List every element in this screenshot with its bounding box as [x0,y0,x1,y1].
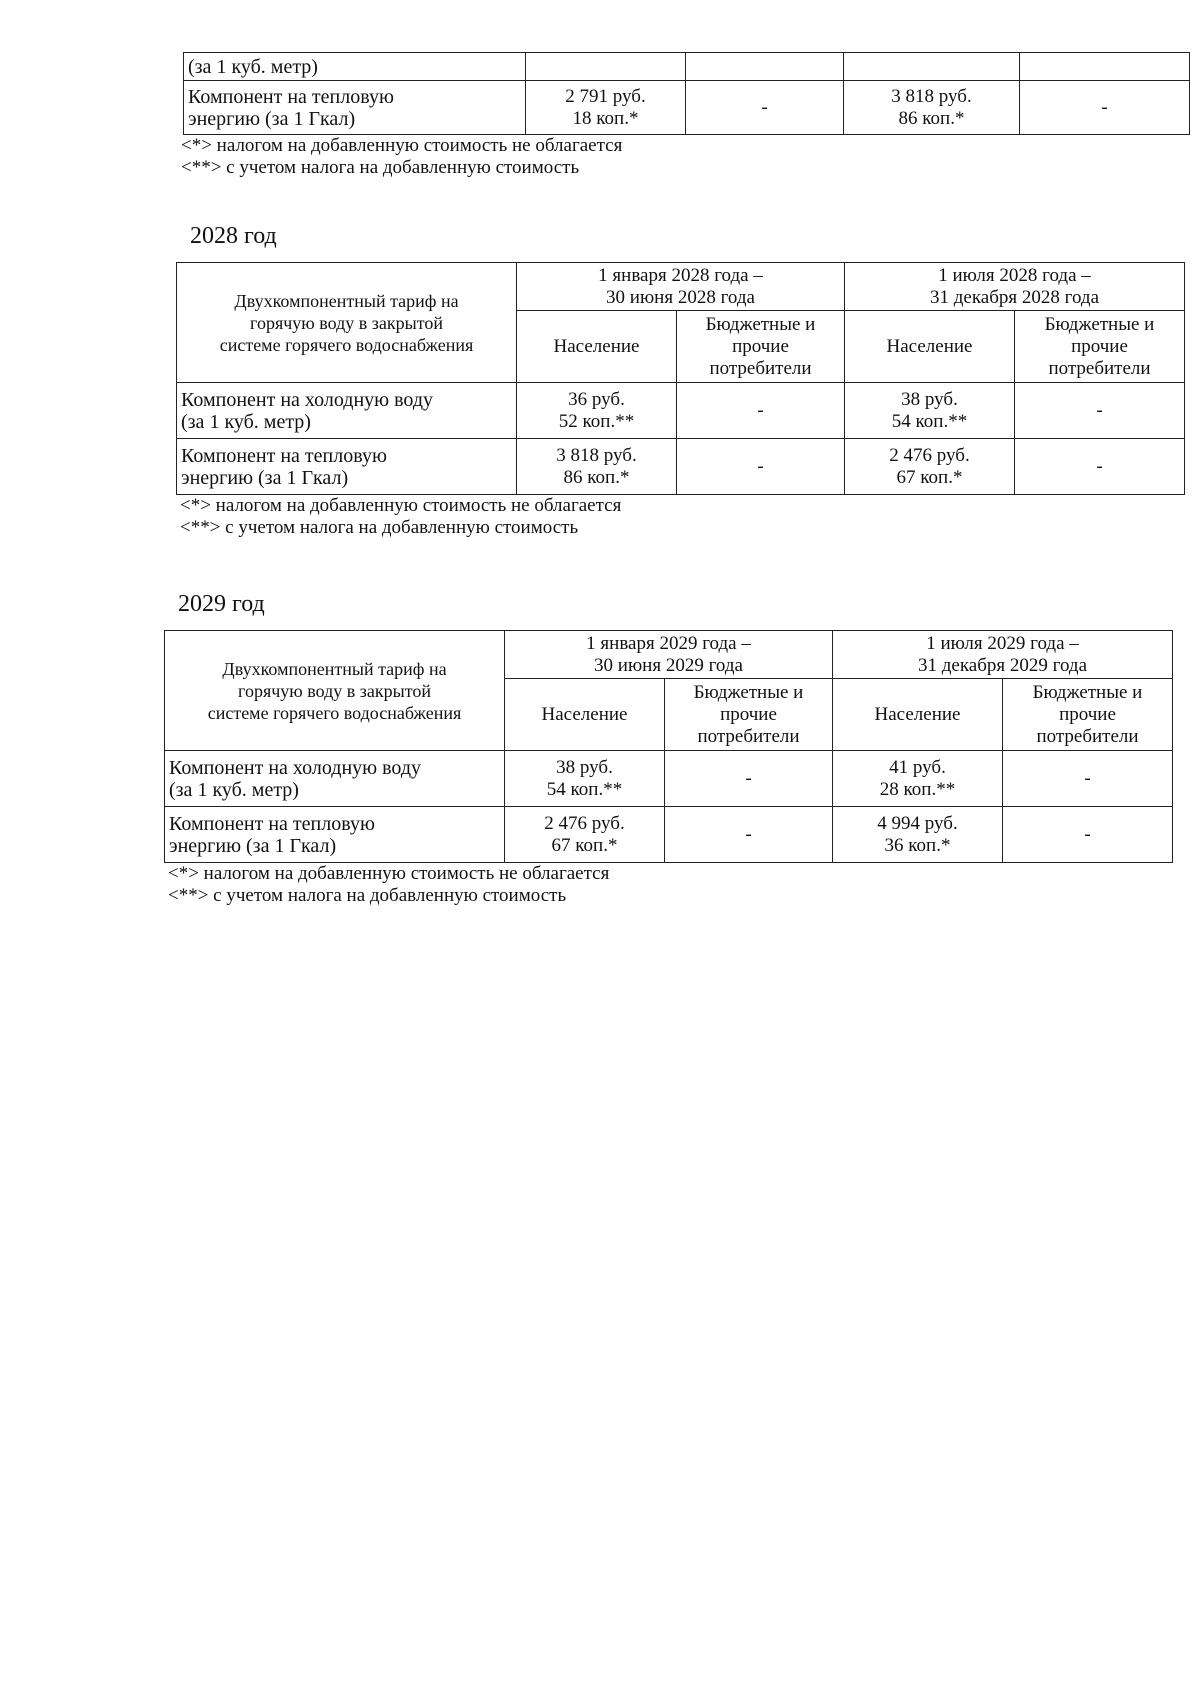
value-cell [833,807,1003,863]
row-label [165,751,505,807]
value-cell [1003,751,1173,807]
cell-text-line: потребители [697,725,800,747]
cell-text-line: 1 января 2029 года – [586,632,751,654]
cell-text-line: энергию (за 1 Гкал) [169,834,337,857]
row-label [177,383,517,439]
value-cell [845,383,1015,439]
value-cell [517,383,677,439]
empty-cell [844,53,1020,81]
table-row [184,53,1190,81]
cell-text-line: потребители [1048,357,1151,379]
table-row [177,439,1185,495]
cell-text-line: горячую воду в закрытой [250,312,443,333]
footnote: <*> налогом на добавленную стоимость не облагается [168,863,610,884]
year-heading: 2028 год [190,223,277,249]
footnote: <*> налогом на добавленную стоимость не облагается [181,135,623,156]
cell-text-line: 38 руб. [901,388,958,410]
value-cell [1003,807,1173,863]
period-header [845,263,1185,311]
cell-text-line: 2 791 руб. [565,85,646,107]
cell-text-line: 31 декабря 2029 года [918,654,1088,676]
cell-text-line: 4 994 руб. [877,812,958,834]
cell-text-line: Компонент на холодную воду [181,388,434,411]
cell-text-line: 36 руб. [568,388,625,410]
cell-text-line: Бюджетные и [1044,313,1155,335]
column-header-budget [677,311,845,383]
year-heading: 2029 год [178,591,265,617]
cell-text-line: системе горячего водоснабжения [219,334,474,355]
cell-text-line: Компонент на тепловую [181,444,387,467]
table-row [184,81,1190,135]
period-header [517,263,845,311]
value-cell [505,807,665,863]
cell-text-line: системе горячего водоснабжения [207,702,462,723]
empty-cell [1020,53,1190,81]
header-label [165,631,505,751]
cell-text-line: 86 коп.* [563,466,630,488]
cell-text-line: 54 коп.** [891,410,968,432]
tariff-table [164,630,1173,863]
cell-text-line: 3 818 руб. [556,444,637,466]
cell-text-line: - [1084,823,1091,845]
cell-text-line: - [757,455,764,477]
column-header-budget [665,679,833,751]
cell-text-line: 30 июня 2028 года [606,286,755,308]
value-cell [665,751,833,807]
column-header-population: Население [505,679,665,751]
cell-text-line: - [757,399,764,421]
column-header-budget [1015,311,1185,383]
cell-text-line: 1 июля 2029 года – [926,632,1079,654]
table-row [165,807,1173,863]
cell-text-line: Бюджетные и [693,681,804,703]
cell-text-line: 36 коп.* [884,834,951,856]
header-label [177,263,517,383]
cell-text-line: прочие [732,335,789,357]
table-header-row [165,631,1173,679]
row-label [184,81,526,135]
cell-text-line: потребители [709,357,812,379]
footnotes [181,135,1189,179]
cell-text-line: прочие [1059,703,1116,725]
footnote: <**> с учетом налога на добавленную стоимость [168,885,567,906]
cell-text-line: потребители [1036,725,1139,747]
cell-text-line: 67 коп.* [551,834,618,856]
cell-text-line: - [1096,455,1103,477]
cell-text-line: (за 1 куб. метр) [188,55,318,78]
cell-text-line: прочие [720,703,777,725]
cell-text-line: Двухкомпонентный тариф на [222,658,447,679]
value-cell [517,439,677,495]
footnote: <**> с учетом налога на добавленную стоимость [180,517,579,538]
value-cell [844,81,1020,135]
tariff-table [176,262,1185,495]
cell-text-line: 67 коп.* [896,466,963,488]
column-header-population: Население [517,311,677,383]
cell-text-line: прочие [1071,335,1128,357]
cell-text-line: 31 декабря 2028 года [930,286,1100,308]
cell-text-line: - [761,96,768,118]
empty-cell [526,53,686,81]
empty-cell [686,53,844,81]
cell-text-line: 3 818 руб. [891,85,972,107]
value-cell [526,81,686,135]
cell-text-line: Компонент на тепловую [188,85,394,108]
cell-text-line: Бюджетные и [705,313,816,335]
cell-text-line: - [1101,96,1108,118]
cell-text-line: 30 июня 2029 года [594,654,743,676]
value-cell [677,383,845,439]
cell-text-line: 28 коп.** [879,778,956,800]
period-header [833,631,1173,679]
footnote: <*> налогом на добавленную стоимость не облагается [180,495,622,516]
cell-text-line: горячую воду в закрытой [238,680,431,701]
top-fragment [183,52,1189,179]
cell-text-line: - [1084,767,1091,789]
column-header-population: Население [833,679,1003,751]
footnote: <**> с учетом налога на добавленную стоимость [181,157,580,178]
cell-text-line: 41 руб. [889,756,946,778]
tariff-section-2028 [176,262,1184,539]
cell-text-line: - [1096,399,1103,421]
value-cell [505,751,665,807]
value-cell [677,439,845,495]
table-row [177,383,1185,439]
footnotes [168,863,1172,907]
cell-text-line: 2 476 руб. [889,444,970,466]
column-header-population: Население [845,311,1015,383]
value-cell [833,751,1003,807]
cell-text-line: Компонент на холодную воду [169,756,422,779]
table-row [165,751,1173,807]
cell-text-line: 18 коп.* [572,107,639,129]
cell-text-line: 86 коп.* [898,107,965,129]
value-cell [1020,81,1190,135]
cell-text-line: 1 июля 2028 года – [938,264,1091,286]
value-cell [1015,383,1185,439]
cell-text-line: энергию (за 1 Гкал) [181,466,349,489]
cell-text-line: 1 января 2028 года – [598,264,763,286]
row-label [177,439,517,495]
tariff-section-2029 [164,630,1172,907]
column-header-budget [1003,679,1173,751]
cell-text-line: Компонент на тепловую [169,812,375,835]
row-label [184,53,526,81]
cell-text-line: 54 коп.** [546,778,623,800]
cell-text-line: - [745,823,752,845]
footnotes [180,495,1184,539]
row-label [165,807,505,863]
cell-text-line: 52 коп.** [558,410,635,432]
cell-text-line: (за 1 куб. метр) [181,410,311,433]
cell-text-line: 38 руб. [556,756,613,778]
value-cell [665,807,833,863]
cell-text-line: энергию (за 1 Гкал) [188,107,356,130]
cell-text-line: Бюджетные и [1032,681,1143,703]
value-cell [1015,439,1185,495]
cell-text-line: 2 476 руб. [544,812,625,834]
cell-text-line: Двухкомпонентный тариф на [234,290,459,311]
continuation-table [183,52,1190,135]
cell-text-line: (за 1 куб. метр) [169,778,299,801]
value-cell [686,81,844,135]
period-header [505,631,833,679]
value-cell [845,439,1015,495]
table-header-row [177,263,1185,311]
cell-text-line: - [745,767,752,789]
